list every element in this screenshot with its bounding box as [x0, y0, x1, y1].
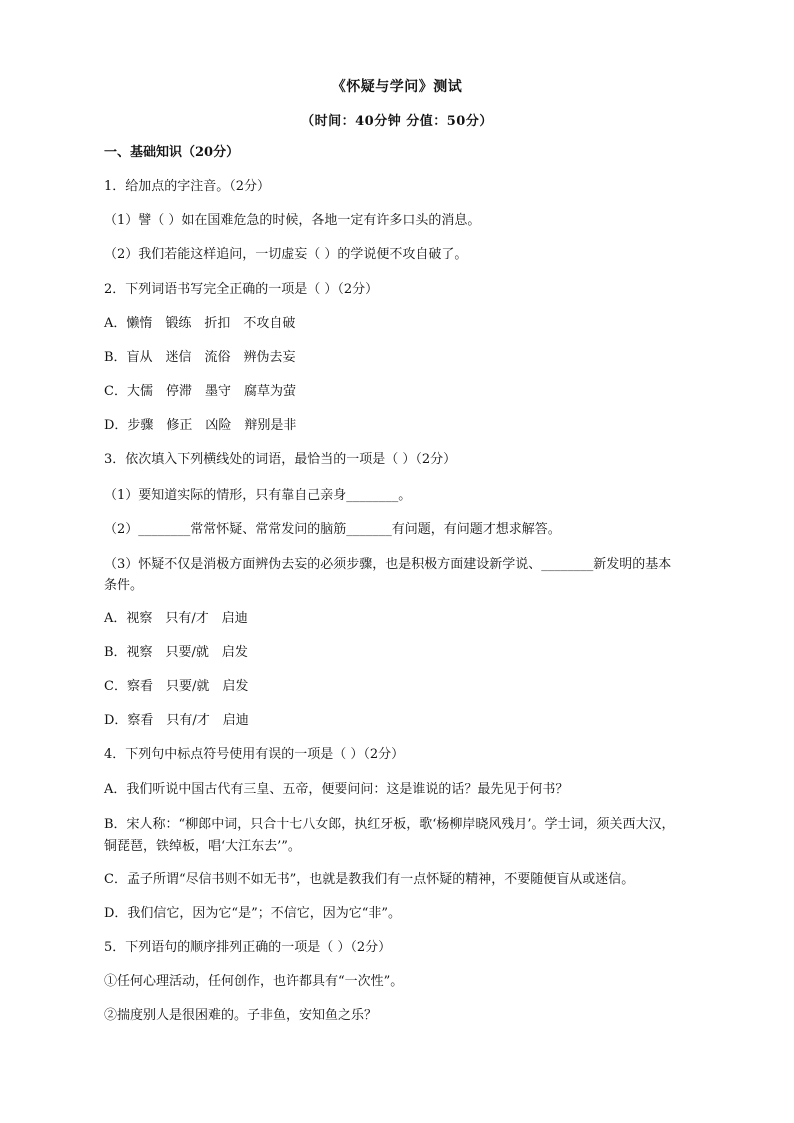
question-3-option-b: B．视察 只要/就 启发 — [104, 645, 248, 660]
question-2-option-a: A．懒惰 锻练 折扣 不攻自破 — [104, 316, 296, 331]
question-1-stem: 1．给加点的字注音。（2分） — [104, 179, 271, 194]
question-4-option-b-line-2: 铜琵琶，铁绰板，唱‘大江东去’”。 — [104, 839, 301, 854]
question-4-option-a: A．我们听说中国古代有三皇、五帝，便要问问：这是谁说的话？最先见于何书？ — [104, 782, 569, 797]
document-subtitle: （时间：40分钟 分值：50分） — [301, 114, 493, 129]
question-2-option-b: B．盲从 迷信 流俗 辨伪去妄 — [104, 350, 296, 365]
question-5-item-1: ①任何心理活动，任何创作，也许都具有“一次性”。 — [104, 974, 404, 989]
question-3-item-3-line-1: （3）怀疑不仅是消极方面辨伪去妄的必须步骤，也是积极方面建设新学说、________新发明的基本 — [104, 557, 672, 572]
document-title: 《怀疑与学问》测试 — [331, 79, 463, 95]
question-4-option-d: D．我们信它，因为它“是”；不信它，因为它“非”。 — [104, 906, 402, 921]
question-4-option-b-line-1: B．宋人称：“柳郎中词，只合十七八女郎，执红牙板，歌‘杨柳岸晓风残月’。学士词，须关西大汉， — [104, 817, 675, 832]
question-1-item-2: （2）我们若能这样追问，一切虚妄（ ）的学说便不攻自破了。 — [104, 247, 468, 262]
question-5-item-2: ②揣度别人是很困难的。子非鱼，安知鱼之乐？ — [104, 1008, 378, 1023]
question-2-stem: 2．下列词语书写完全正确的一项是（ ）（2分） — [104, 282, 379, 297]
section-heading-basic-knowledge: 一、基础知识（20分） — [104, 145, 240, 160]
question-1-item-1: （1）譬（ ）如在国难危急的时候，各地一定有许多口头的消息。 — [104, 213, 481, 228]
question-4-stem: 4．下列句中标点符号使用有误的一项是（ ）（2分） — [104, 747, 405, 762]
question-3-option-d: D．察看 只有/才 启迪 — [104, 713, 249, 728]
question-3-option-a: A．视察 只有/才 启迪 — [104, 611, 248, 626]
question-4-option-c: C．孟子所谓“尽信书则不如无书”，也就是教我们有一点怀疑的精神，不要随便盲从或迷信。 — [104, 872, 635, 887]
question-3-item-2: （2）________常常怀疑、常常发问的脑筋_______有问题，有问题才想求解答。 — [104, 522, 561, 537]
question-3-item-3-line-2: 条件。 — [104, 578, 144, 593]
question-3-stem: 3．依次填入下列横线处的词语，最恰当的一项是（ ）（2分） — [104, 452, 457, 467]
question-2-option-c: C．大儒 停滞 墨守 腐草为萤 — [104, 384, 296, 399]
question-3-item-1: （1）要知道实际的情形，只有靠自己亲身________。 — [104, 488, 412, 503]
question-5-stem: 5．下列语句的顺序排列正确的一项是（ ）（2分） — [104, 940, 392, 955]
question-2-option-d: D．步骤 修正 凶险 辩别是非 — [104, 418, 297, 433]
question-3-option-c: C．察看 只要/就 启发 — [104, 679, 249, 694]
